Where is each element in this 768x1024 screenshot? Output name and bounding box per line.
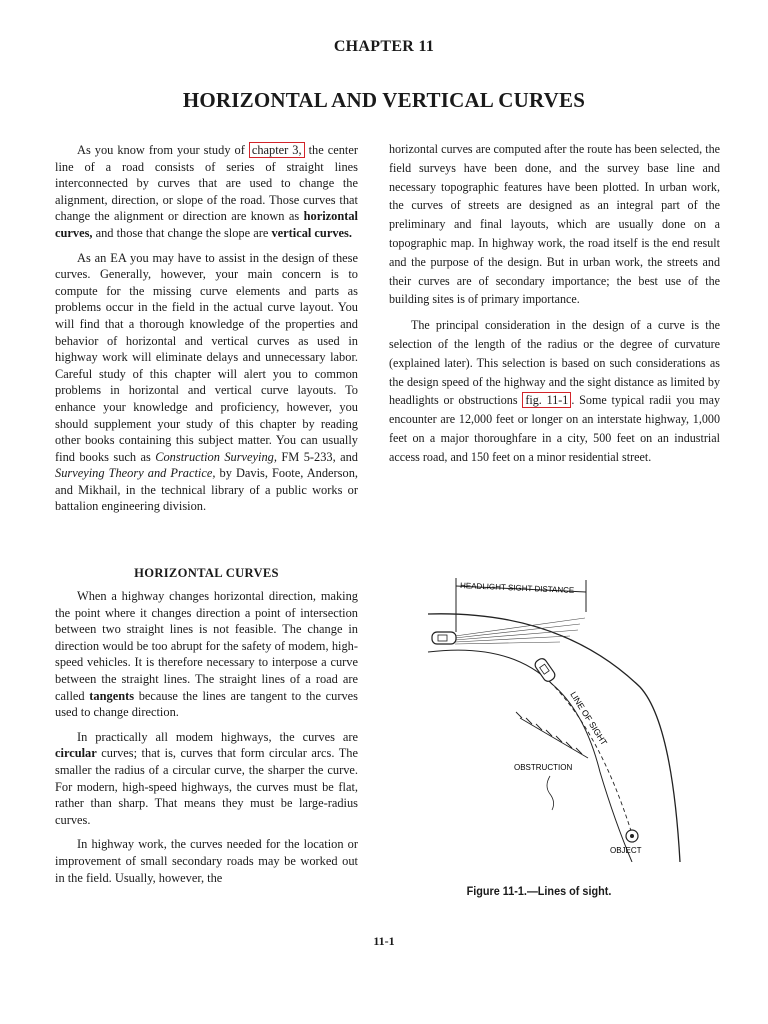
text-run: In practically all modem highways, the curves are [77, 729, 358, 744]
obstruction-hatch [516, 712, 588, 758]
text-run: because the lines are tangent to the curves used to change direction. [55, 688, 358, 720]
car-2-icon [533, 657, 557, 684]
ea-paragraph [55, 250, 358, 516]
book-title: Construction Surveying, [155, 449, 277, 464]
object-icon [626, 830, 638, 842]
left-column-intro [55, 142, 358, 523]
obstruction-leader [547, 776, 554, 810]
lines-of-sight-diagram [410, 572, 700, 862]
book-title: Surveying Theory and Practice, [55, 466, 216, 481]
line-of-sight-label: LINE OF SIGHT [568, 689, 610, 748]
text-run: horizontal curves are computed after the route has been selected, the field surveys have been done, and the survey base line and necessary topographic features have been plotted. In urban work, the curves of streets are designed as an integral part of the preliminary and final layouts, which are usually done on a topographic map. In highway work, the road itself is the end result and the purpose of the design. But in urban work, the streets and their curves are of secondary importance; the best use of the building sites is of primary importance. [389, 142, 720, 307]
text-run: by Davis, Foote, Anderson, and Mikhail, in the technical library of a public works or battalion engineering division. [55, 466, 358, 514]
highway-work-paragraph [55, 836, 358, 886]
term-tangents: tangents [89, 688, 135, 703]
chapter-label: CHAPTER 11 [333, 38, 435, 55]
term-horizontal-curves: horizontal curves, [55, 209, 358, 240]
text-run: The principal consideration in the design of a curve is the selection of the length of the radius or the degree of curvature (explained later). This selection is based on such considerations as the design speed of the highway and the sight distance as limited by headlights or obstructions [389, 318, 720, 408]
right-column [389, 140, 720, 474]
principal-consideration-paragraph [389, 316, 720, 466]
chapter-3-link[interactable]: chapter 3, [249, 142, 305, 158]
text-run: curves; that is, curves that form circular arcs. The smaller the radius of a circular curve, the sharper the curve. For modern, high-speed highways, the curves must be flat, rather than sharp. That means they must be large-radius curves. [55, 746, 358, 827]
circular-paragraph [55, 729, 358, 829]
line-of-sight [550, 682, 632, 834]
figure-caption: Figure 11-1.—Lines of sight. [466, 884, 612, 898]
text-run: When a highway changes horizontal direction, making the point where it changes direction a point of intersection between two straight lines is not feasible. The change in direction would be too abrupt for the safety of modem, high-speed vehicles. It is therefore necessary to interpose a curve between the straight lines. The straight lines of a road are called [55, 589, 358, 703]
term-circular: circular [55, 746, 97, 761]
continuation-paragraph [389, 140, 720, 309]
road-inner-edge [428, 650, 632, 862]
figure-lines-of-sight [410, 572, 700, 862]
tangents-paragraph [55, 588, 358, 721]
fig-11-1-link[interactable]: fig. 11-1 [522, 392, 571, 408]
intro-paragraph [55, 142, 358, 242]
text-run: . Some typical radii you may encounter are 12,000 feet or longer on an interstate highway, 1,000 feet on a major thoroughfare in a city, 500 feet on an industrial access road, and 150 feet on a minor residential street. [389, 393, 720, 464]
headlight-sight-distance-label: HEADLIGHT SIGHT DISTANCE [459, 581, 575, 595]
text-run: FM 5-233, and [276, 449, 358, 464]
text-run: As you know from your study of [77, 143, 249, 157]
text-run: As an EA you may have to assist in the design of these curves. Generally, however, your main concern is to compute for the missing curve elements and parts as problems occur in the field in the actual curve layout. You will find that a thorough knowledge of the properties and behavior of horizontal and vertical curves as used in highway work will eliminate delays and unnecessary labor. Careful study of this chapter will alert you to common problems in horizontal and vertical curve layouts. To enhance your knowledge and proficiency, however, you should supplement your study of this chapter by reading other books containing this subject matter. You can usually find books such as [55, 250, 358, 464]
text-run: In highway work, the curves needed for the location or improvement of small secondary roads may be worked out in the field. Usually, however, the [55, 837, 358, 885]
obstruction-label: OBSTRUCTION [514, 763, 573, 772]
page-title: HORIZONTAL AND VERTICAL CURVES [182, 88, 586, 112]
car-1-icon [432, 632, 456, 644]
object-label: OBJECT [610, 846, 642, 855]
left-column-horizontal-curves [55, 588, 358, 894]
page-number: 11-1 [373, 934, 395, 948]
term-vertical-curves: vertical curves. [271, 225, 352, 240]
text-run: the center line of a road consists of series of straight lines interconnected by curves that are used to change the alignment, direction, or slope of the road. Those curves that change the alignment or direction are known as [55, 143, 358, 224]
text-run: and those that change the slope are [92, 225, 272, 240]
section-heading-horizontal-curves: HORIZONTAL CURVES [134, 566, 279, 580]
